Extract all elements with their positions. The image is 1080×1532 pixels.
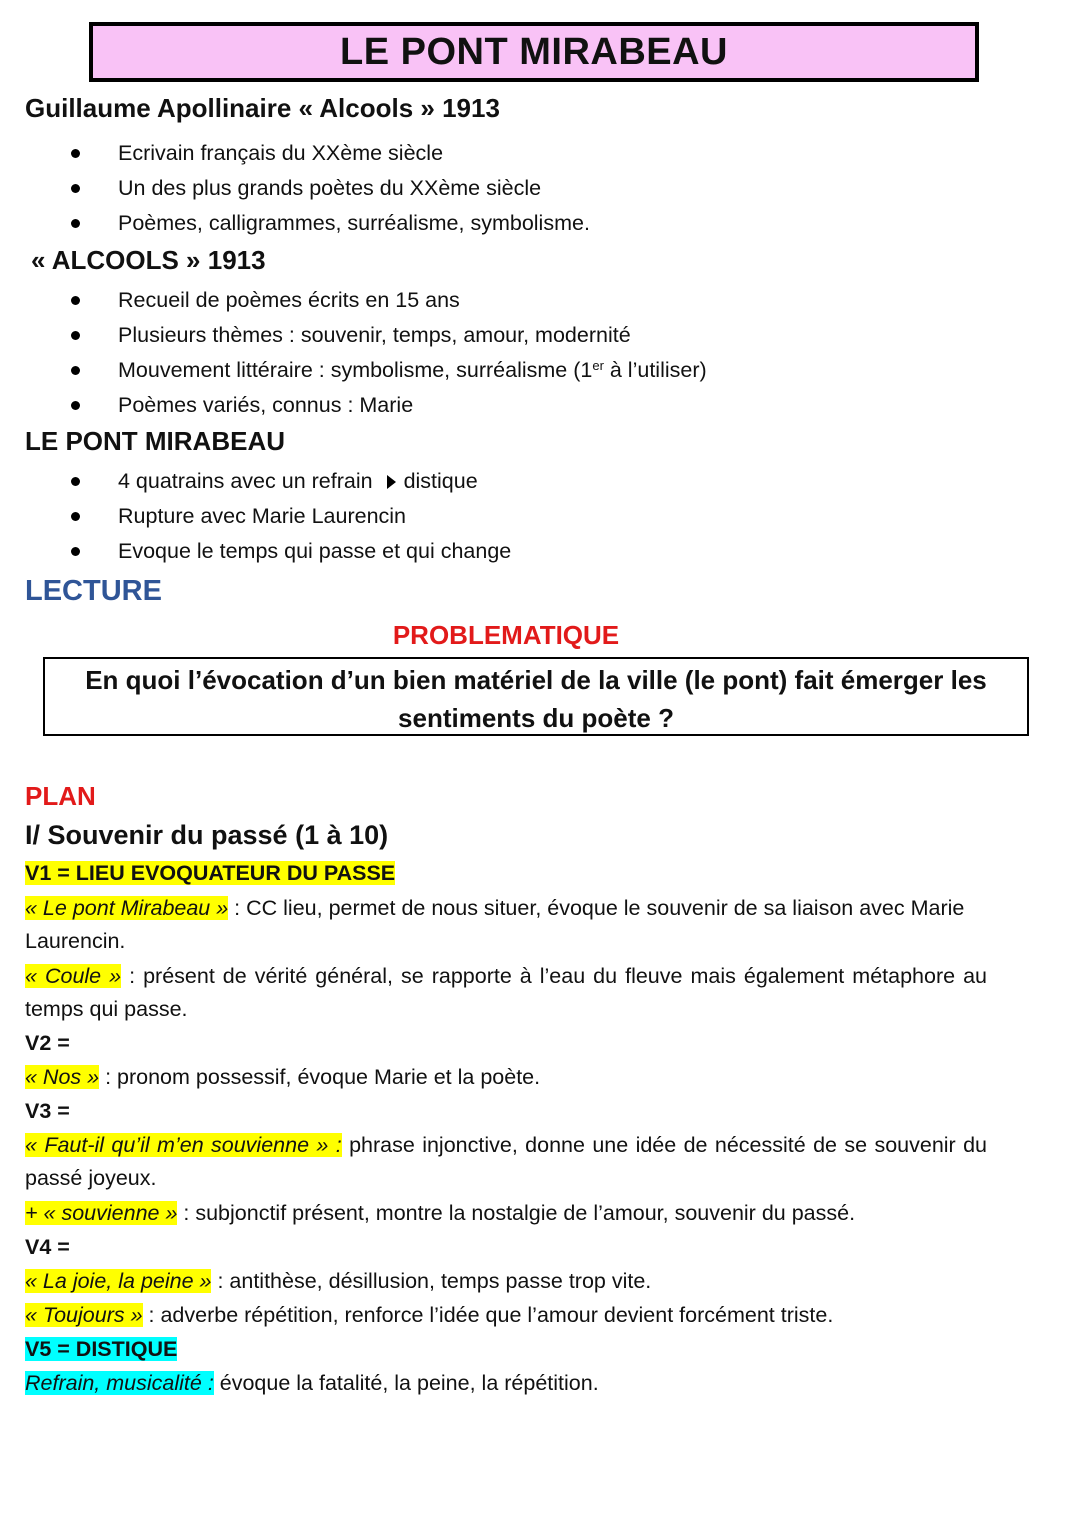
lecture-heading: LECTURE <box>25 575 162 607</box>
bullet-icon <box>71 401 80 410</box>
v1-label: V1 = LIEU EVOQUATEUR DU PASSE <box>25 861 396 885</box>
alcools-heading: « ALCOOLS » 1913 <box>31 245 266 275</box>
bullet-icon <box>71 547 80 556</box>
v1-paragraph-1: « Le pont Mirabeau » : CC lieu, permet de nous situer, évoque le souvenir de sa liaison avec Marie Laurencin. <box>25 896 965 953</box>
list-item: Ecrivain français du XXème siècle <box>0 136 590 171</box>
v5-label: V5 = DISTIQUE <box>25 1337 178 1361</box>
bullet-icon <box>71 512 80 521</box>
v4-paragraph-2: « Toujours » : adverbe répétition, renforce l’idée que l’amour devient forcément triste. <box>25 1303 834 1327</box>
list-item: Rupture avec Marie Laurencin <box>0 499 511 534</box>
v2-paragraph: « Nos » : pronom possessif, évoque Marie et la poète. <box>25 1065 541 1089</box>
v3-label: V3 = <box>25 1099 70 1123</box>
problematique-box <box>43 657 1029 736</box>
list-item: Evoque le temps qui passe et qui change <box>0 534 511 569</box>
bullet-icon <box>71 296 80 305</box>
v3-paragraph-2: + « souvienne » : subjonctif présent, montre la nostalgie de l’amour, souvenir du passé. <box>25 1201 856 1225</box>
v2-label: V2 = <box>25 1031 70 1055</box>
list-item: Un des plus grands poètes du XXème siècle <box>0 171 590 206</box>
v5-paragraph: Refrain, musicalité : évoque la fatalité, la peine, la répétition. <box>25 1371 599 1395</box>
author-heading: Guillaume Apollinaire « Alcools » 1913 <box>25 93 500 123</box>
list-item: 4 quatrains avec un refrain distique <box>0 464 511 499</box>
bullet-icon <box>71 331 80 340</box>
bullet-icon <box>71 149 80 158</box>
triangle-arrow-icon <box>387 475 396 489</box>
problematique-line: sentiments du poète ? <box>398 703 674 733</box>
bullet-icon <box>71 366 80 375</box>
bullet-icon <box>71 219 80 228</box>
plan-heading: PLAN <box>25 781 96 811</box>
v4-paragraph-1: « La joie, la peine » : antithèse, désillusion, temps passe trop vite. <box>25 1269 652 1293</box>
v3-paragraph-1: « Faut-il qu’il m’en souvienne » : phrase injonctive, donne une idée de nécessité de se souvenir du passé joyeux. <box>25 1133 988 1190</box>
pont-heading: LE PONT MIRABEAU <box>25 426 285 456</box>
part1-heading: I/ Souvenir du passé (1 à 10) <box>25 820 389 850</box>
pont-bullet-list <box>0 464 511 569</box>
list-item: Recueil de poèmes écrits en 15 ans <box>0 283 707 318</box>
v4-label: V4 = <box>25 1235 70 1259</box>
list-item: Poèmes variés, connus : Marie <box>0 388 707 423</box>
author-bullet-list <box>0 136 590 241</box>
bullet-icon <box>71 184 80 193</box>
list-item: Poèmes, calligrammes, surréalisme, symbolisme. <box>0 206 590 241</box>
alcools-bullet-list <box>0 283 707 423</box>
bullet-icon <box>71 477 80 486</box>
page-title: LE PONT MIRABEAU <box>89 22 979 82</box>
list-item: Mouvement littéraire : symbolisme, surréalisme (1er à l’utiliser) <box>0 353 707 388</box>
problematique-label: PROBLEMATIQUE <box>392 620 620 650</box>
problematique-line: En quoi l’évocation d’un bien matériel de la ville (le pont) fait émerger les <box>85 665 987 695</box>
list-item: Plusieurs thèmes : souvenir, temps, amour, modernité <box>0 318 707 353</box>
v1-paragraph-2: « Coule » : présent de vérité général, se rapporte à l’eau du fleuve mais également métaphore au temps qui passe. <box>25 964 987 1021</box>
